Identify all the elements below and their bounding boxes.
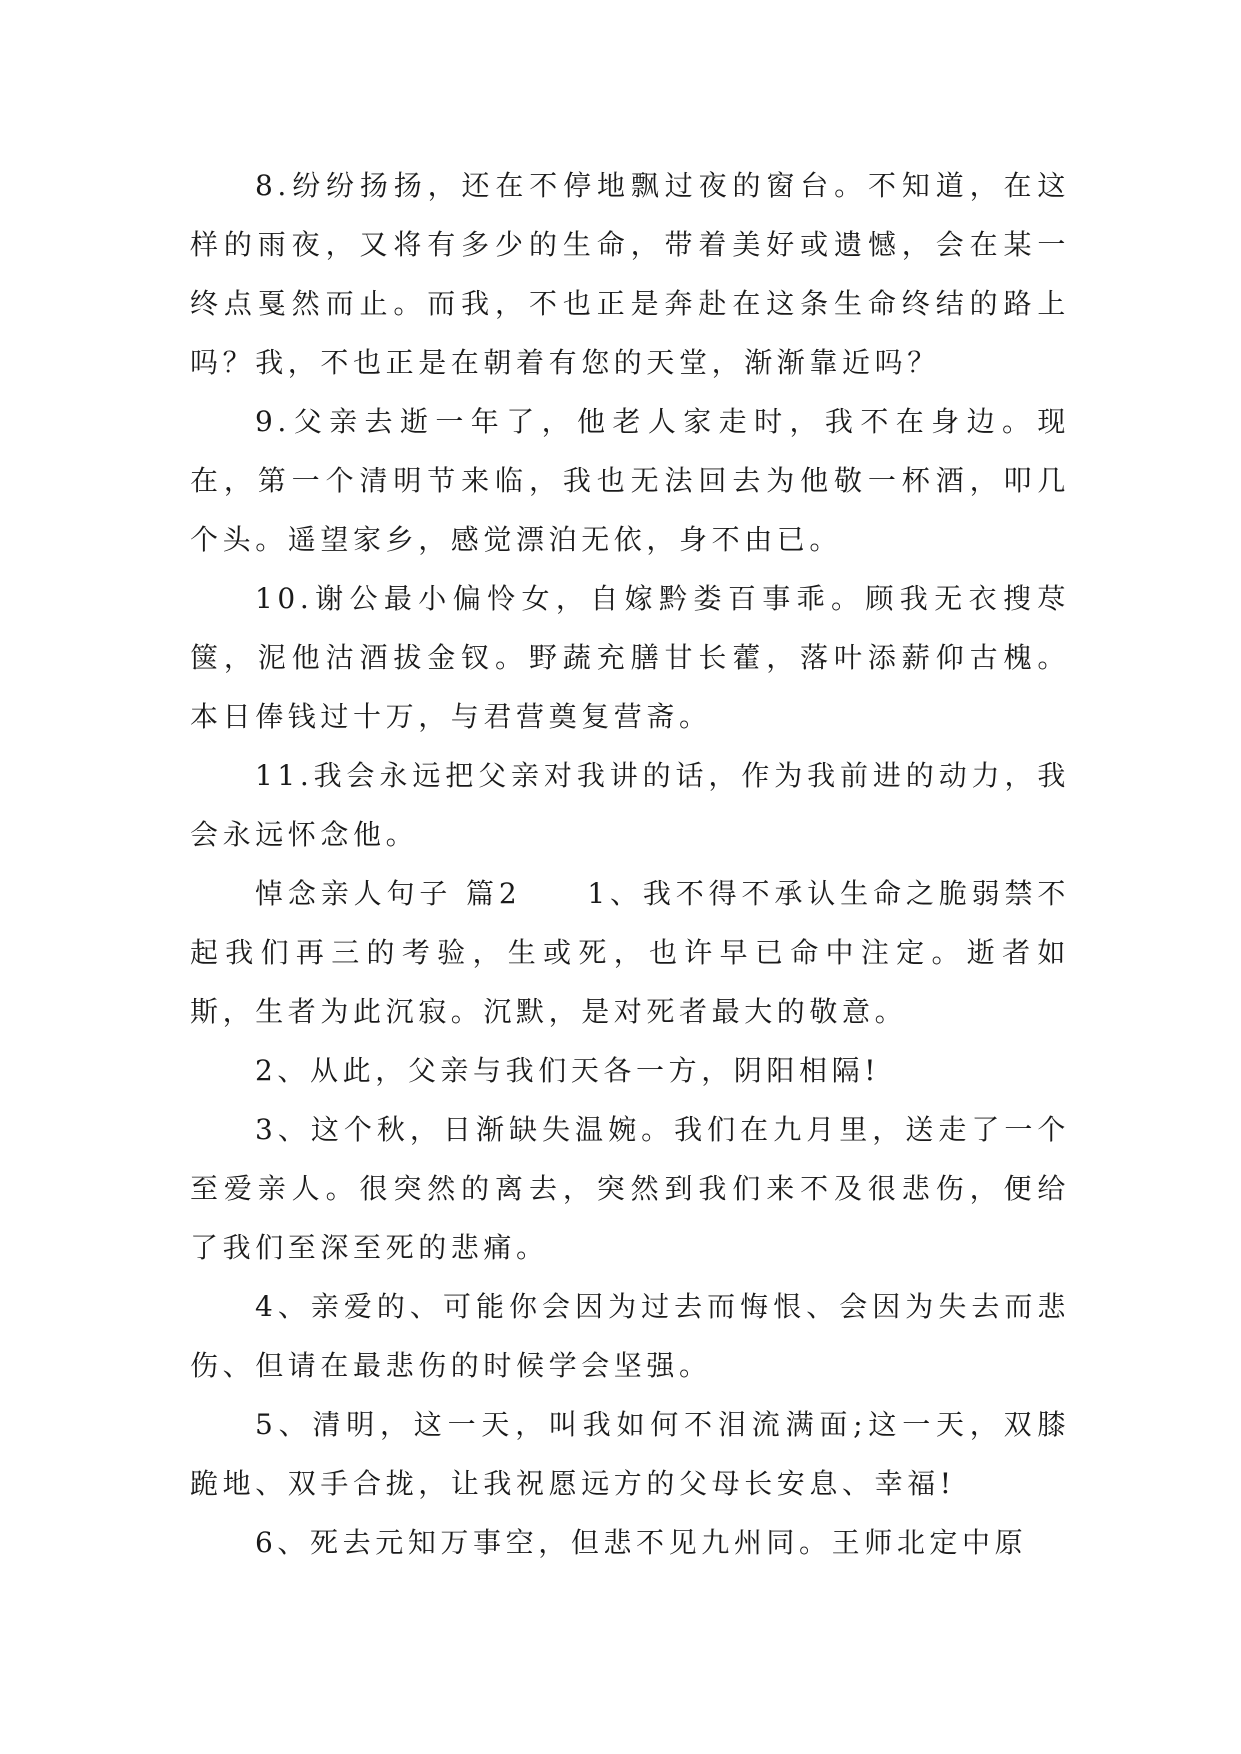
document-body: [190, 156, 1070, 1572]
section-paragraph-6: 6、死去元知万事空，但悲不见九州同。王师北定中原: [255, 1526, 1028, 1559]
section-paragraph-2: 2、从此，父亲与我们天各一方，阴阳相隔!: [255, 1054, 881, 1087]
paragraph-10: 10.谢公最小偏怜女，自嫁黔娄百事乖。顾我无衣搜荩箧，泥他沽酒拔金钗。野蔬充膳甘长藿，落叶添薪仰古槐。本日俸钱过十万，与君营奠复营斋。: [190, 582, 1070, 733]
section-heading-paragraph-1: 悼念亲人句子 篇2 1、我不得不承认生命之脆弱禁不起我们再三的考验，生或死，也许早已命中注定。逝者如斯，生者为此沉寂。沉默，是对死者最大的敬意。: [190, 877, 1070, 1028]
section-paragraph-4: 4、亲爱的、可能你会因为过去而悔恨、会因为失去而悲伤、但请在最悲伤的时候学会坚强。: [190, 1290, 1070, 1382]
section-paragraph-3: 3、这个秋，日渐缺失温婉。我们在九月里，送走了一个至爱亲人。很突然的离去，突然到我们来不及很悲伤，便给了我们至深至死的悲痛。: [190, 1113, 1070, 1264]
section-paragraph-5: 5、清明，这一天，叫我如何不泪流满面;这一天，双膝跪地、双手合拢，让我祝愿远方的父母长安息、幸福!: [190, 1408, 1070, 1500]
paragraph-9: 9.父亲去逝一年了，他老人家走时，我不在身边。现在，第一个清明节来临，我也无法回去为他敬一杯酒，叩几个头。遥望家乡，感觉漂泊无依，身不由已。: [190, 405, 1070, 556]
paragraph-11: 11.我会永远把父亲对我讲的话，作为我前进的动力，我会永远怀念他。: [190, 759, 1070, 851]
paragraph-8: 8.纷纷扬扬，还在不停地飘过夜的窗台。不知道，在这样的雨夜，又将有多少的生命，带着美好或遗憾，会在某一终点戛然而止。而我，不也正是奔赴在这条生命终结的路上吗？我，不也正是在朝着有您的天堂，渐渐靠近吗？: [190, 169, 1070, 379]
